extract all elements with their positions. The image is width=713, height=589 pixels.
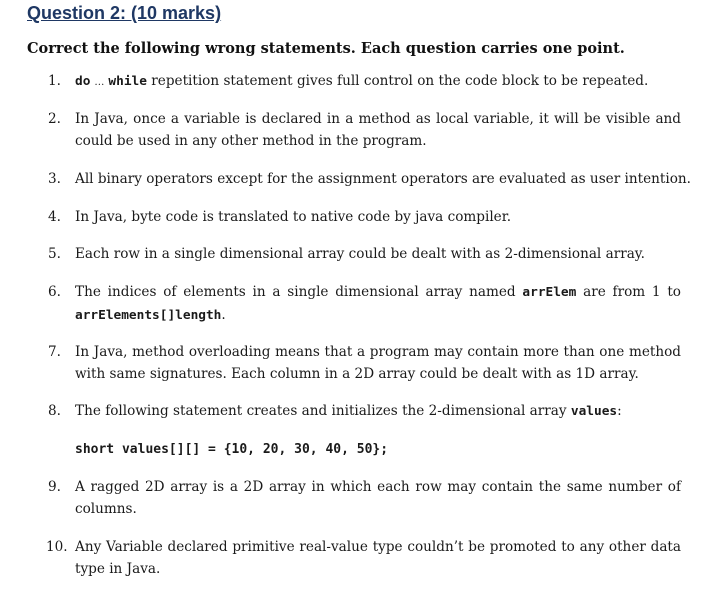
question-text: In Java, once a variable is declared in a method as local variable, it will be visible and could be used in any other method in the program. [75,111,681,149]
question-item-1 [48,70,681,94]
text-segment: The indices of elements in a single dimensional array named [75,284,523,300]
question-item-6 [48,281,681,327]
question-number: 8. [48,403,61,419]
question-text [75,400,681,423]
question-text: In Java, method overloading means that a program may contain more than one method with same signatures. Each column in a 2D array could be dealt with as 1D array. [75,344,681,382]
text-segment: The following statement creates and initializes the 2-dimensional array [75,403,571,419]
question-text [75,70,681,94]
question-item-2 [48,108,681,152]
code-while: while [108,74,147,89]
ellipsis: … [94,77,105,88]
question-item-3 [48,168,691,190]
question-text: Each row in a single dimensional array could be dealt with as 2-dimensional array. [75,246,645,262]
text-segment: . [221,307,226,323]
question-number: 3. [48,171,61,187]
code-do: do [75,74,91,89]
text-segment: are from 1 to [576,284,681,300]
question-item-10 [48,536,681,580]
code-values: values [570,404,618,419]
question-number: 2. [48,111,61,127]
question-text: A ragged 2D array is a 2D array in which each row may contain the same number of columns. [75,479,681,517]
question-item-4 [48,206,681,228]
question-item-9 [48,476,681,520]
question-text: In Java, byte code is translated to native code by java compiler. [75,209,512,225]
question-item-7 [48,341,681,385]
question-number: 6. [48,284,61,300]
question-item-5 [48,243,681,265]
question-number: 5. [48,246,61,262]
code-statement: short values[][] = {10, 20, 30, 40, 50}; [75,442,389,457]
question-text: Any Variable declared primitive real-value type couldn’t be promoted to any other data type in Java. [75,539,681,577]
code-arrelem: arrElem [522,285,577,300]
question-item-8 [48,400,681,423]
question-number: 4. [48,209,61,225]
question-text-rest: repetition statement gives full control on the code block to be repeated. [146,73,649,89]
text-segment: : [617,403,622,419]
question-title: Question 2: (10 marks) [27,3,222,23]
question-text: All binary operators except for the assignment operators are evaluated as user intention. [75,171,691,187]
code-arrelements-length: arrElements[]length [75,308,222,323]
question-number: 9. [48,479,61,495]
question-number: 10. [46,539,68,555]
question-text [75,281,681,327]
question-number: 7. [48,344,61,360]
instructions: Correct the following wrong statements. Each question carries one point. [27,40,625,57]
question-number: 1. [48,73,61,89]
